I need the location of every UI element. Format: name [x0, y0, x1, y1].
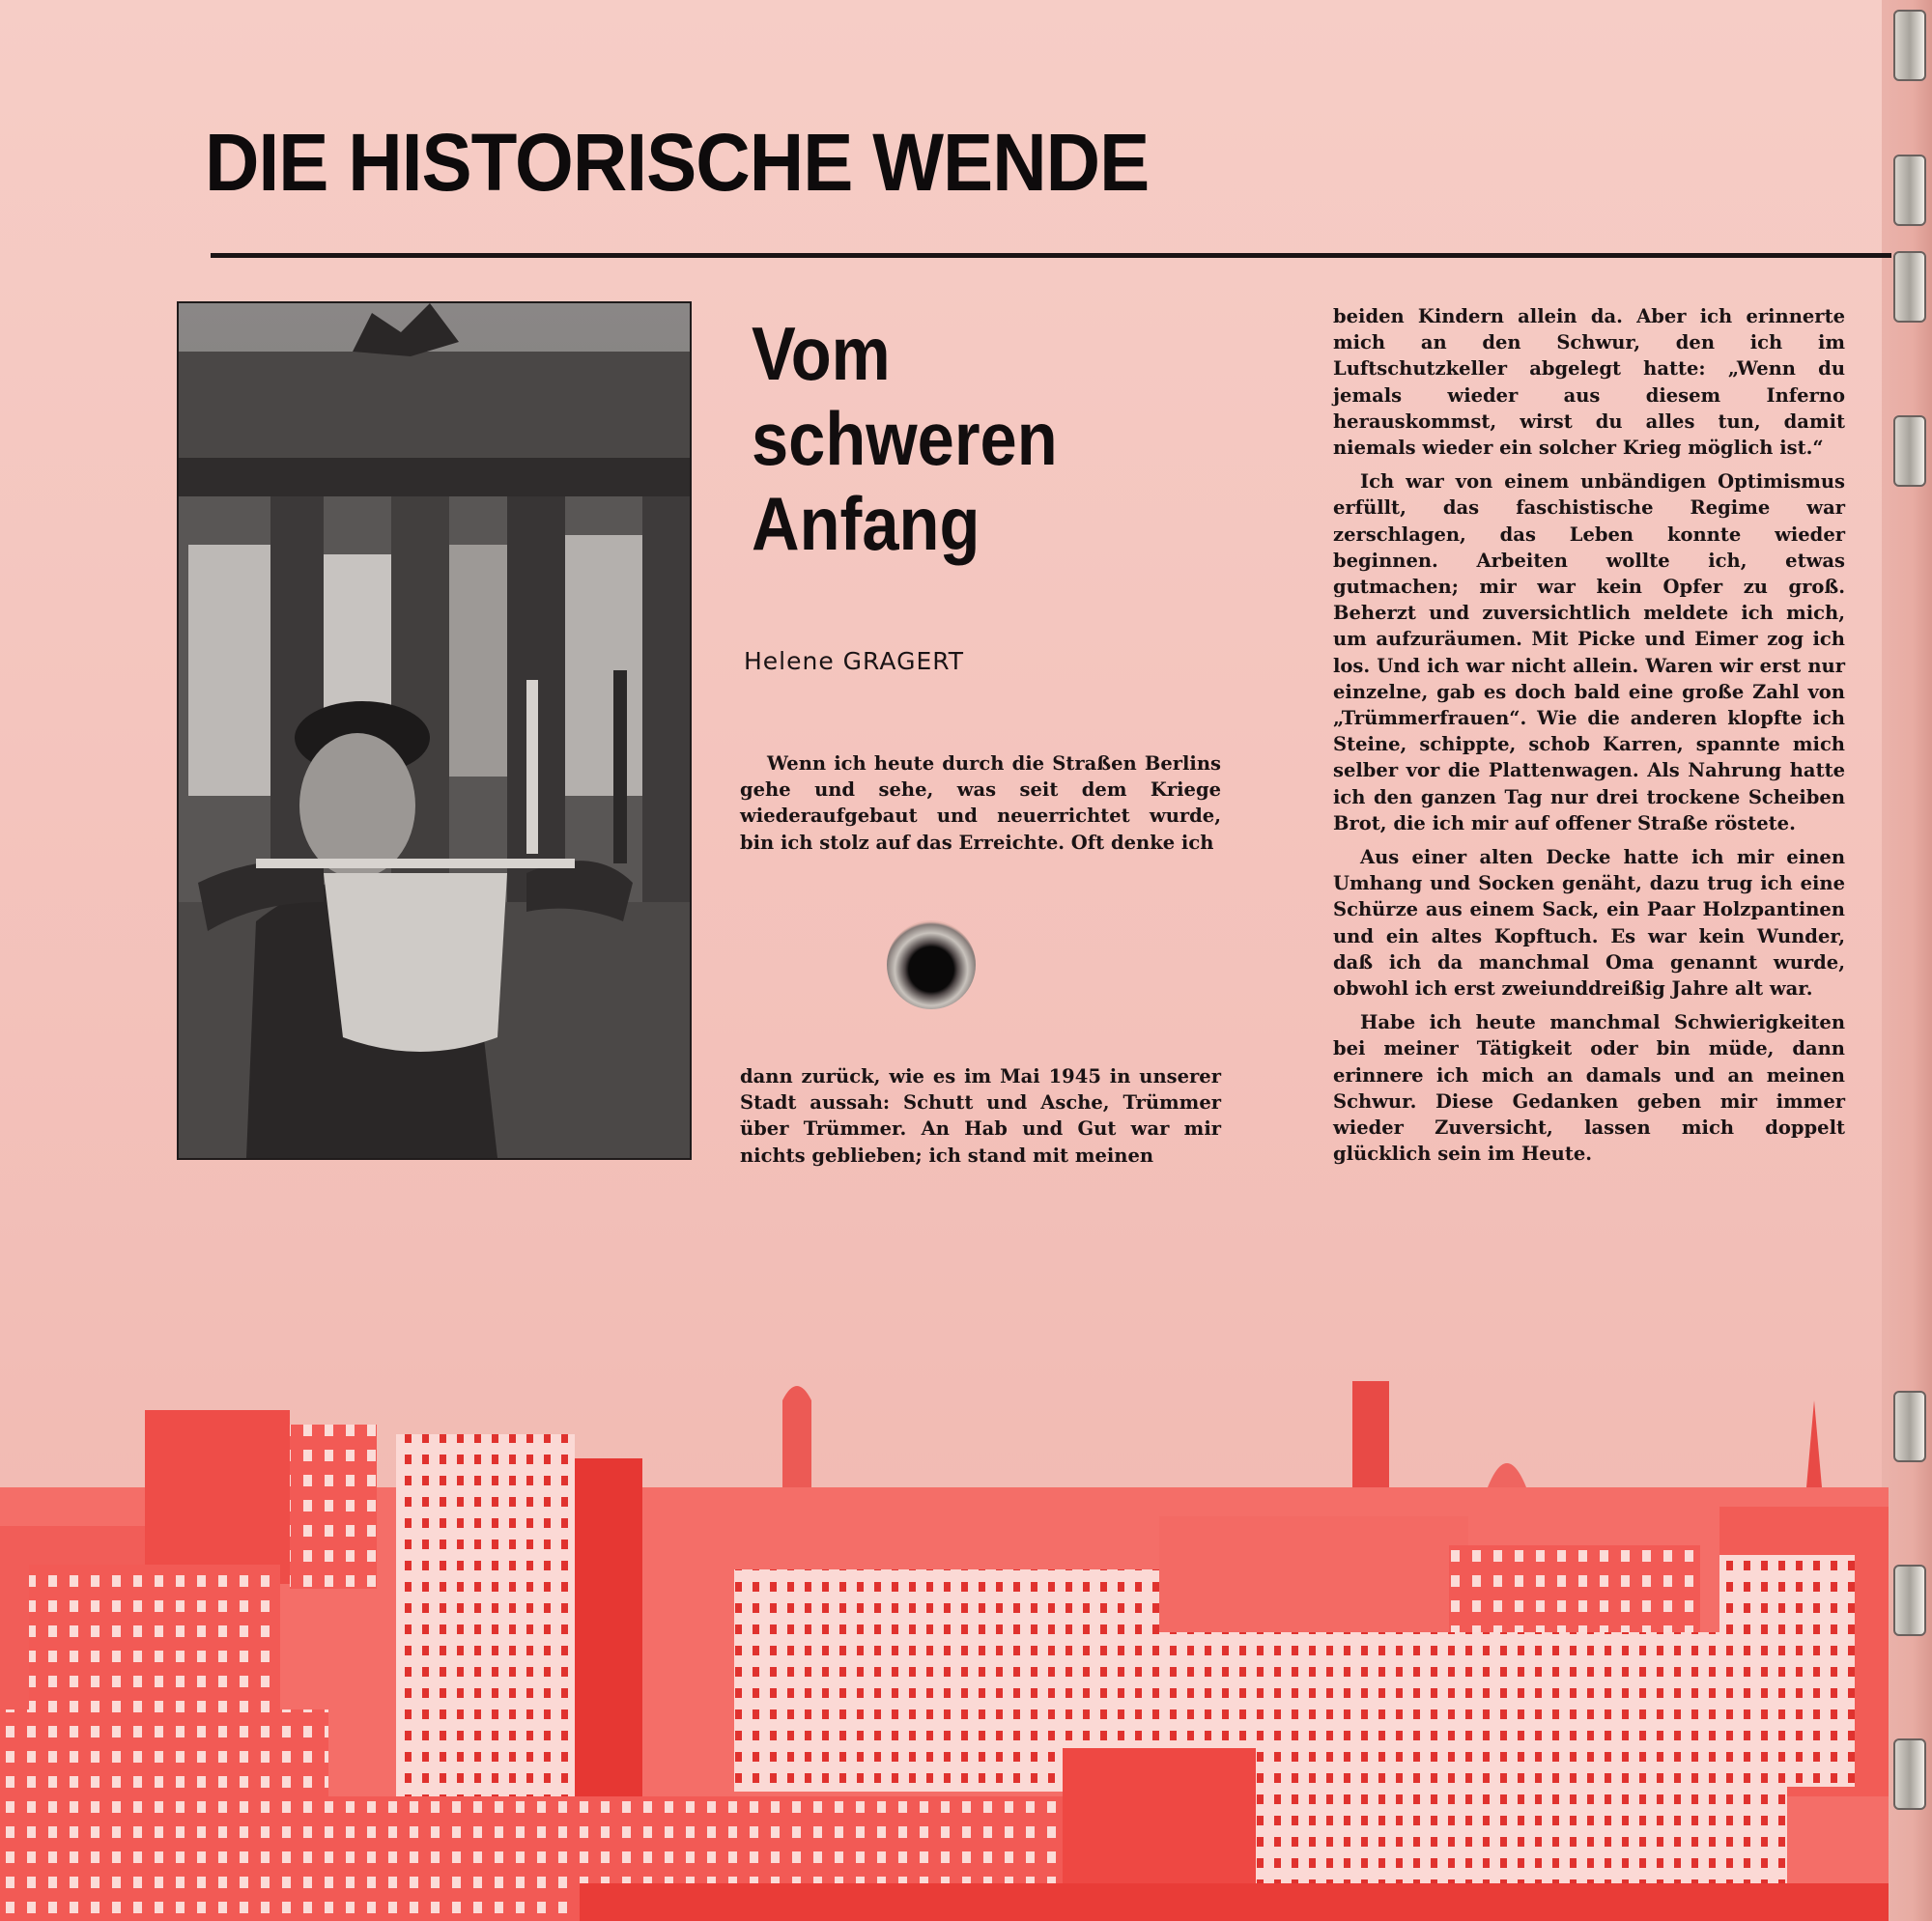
- binding-ring: [1893, 415, 1926, 487]
- binding-ring: [1893, 251, 1926, 323]
- article-title-line: schweren: [752, 396, 1058, 481]
- binding-ring: [1893, 1565, 1926, 1636]
- article-column-middle-top: [740, 750, 1221, 863]
- article-title-line: Vom: [752, 311, 891, 396]
- photo-trummerfrau-brandenburg-gate: [179, 303, 690, 1158]
- article-column-right: [1333, 303, 1845, 1175]
- binding-ring: [1893, 10, 1926, 81]
- article-title-line: Anfang: [752, 481, 980, 566]
- page-headline: DIE HISTORISCHE WENDE: [205, 117, 1150, 208]
- record-center-hole: [887, 920, 976, 1009]
- binding-ring: [1893, 1738, 1926, 1810]
- article-paragraph: Habe ich heute manchmal Schwierigkeiten bei meiner Tätigkeit oder bin müde, dann erinnere ich mich an damals und an meinen Schwur. Diese Gedanken geben mir immer wieder Zuversicht, lassen mich doppelt glücklich sein im Heute.: [1333, 1011, 1845, 1166]
- article-paragraph: Aus einer alten Decke hatte ich mir einen Umhang und Socken genäht, dazu trug ich eine Schürze aus einem Sack, ein Paar Holzpantinen und ein altes Kopftuch. Es war kein Wunder, daß ich da manchmal Oma genannt wurde, obwohl ich erst zweiunddreißig Jahre alt war.: [1333, 846, 1845, 1001]
- article-photo: [177, 301, 692, 1160]
- binding-ring: [1893, 1391, 1926, 1462]
- article-author: Helene GRAGERT: [744, 647, 965, 675]
- article-title: [752, 311, 1228, 566]
- article-paragraph: Ich war von einem unbändigen Optimismus erfüllt, das faschistische Regime war zerschlagen, das Leben konnte wieder beginnen. Arbeiten wollte ich, etwas gutmachen; mir war kein Opfer zu groß. Beherzt und zuversichtlich meldete ich mich, um aufzuräumen. Mit Picke und Eimer zog ich los. Und ich war nicht allein. Waren wir erst nur einzelne, gab es doch bald eine große Zahl von „Trümmerfrauen“. Wie die anderen klopfte ich Steine, schippte, schob Karren, spannte mich selber vor die Plattenwagen. Als Nahrung hatte ich den ganzen Tag nur drei trockene Scheiben Brot, die ich mir auf offener Straße röstete.: [1333, 470, 1845, 834]
- spiral-binding: [1882, 0, 1932, 1921]
- binding-ring: [1893, 155, 1926, 226]
- article-paragraph: Wenn ich heute durch die Straßen Berlins gehe und sehe, was seit dem Kriege wiederaufgebaut und neuerrichtet wurde, bin ich stolz auf das Erreichte. Oft denke ich: [740, 752, 1221, 854]
- article-paragraph: dann zurück, wie es im Mai 1945 in unserer Stadt aussah: Schutt und Asche, Trümmer über Trümmer. An Hab und Gut war mir nichts geblieben; ich stand mit meinen: [740, 1065, 1221, 1167]
- article-paragraph: beiden Kindern allein da. Aber ich erinnerte mich an den Schwur, den ich im Luftschutzkeller abgelegt hatte: „Wenn du jemals wieder aus diesem Inferno herauskommst, wirst du alles tun, damit niemals wieder ein solcher Krieg möglich ist.“: [1333, 305, 1845, 460]
- berlin-skyline-image: [0, 1342, 1889, 1921]
- article-column-middle-bottom: [740, 1063, 1221, 1176]
- headline-rule: [211, 253, 1891, 258]
